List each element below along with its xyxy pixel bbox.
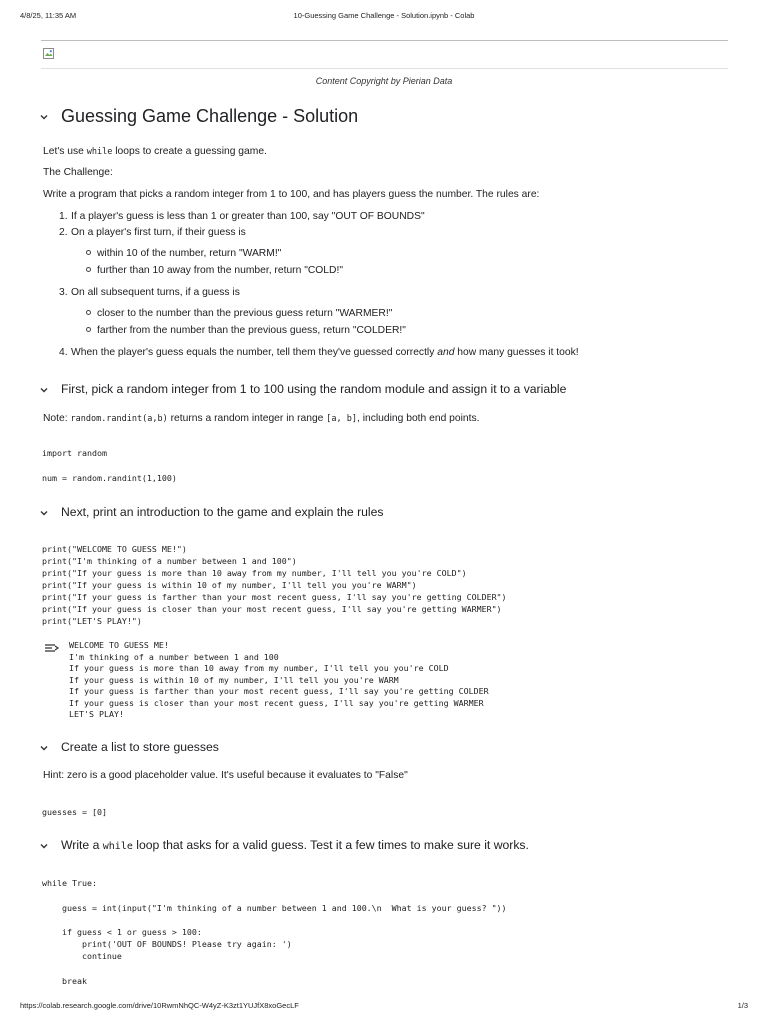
code-line[interactable]: import random bbox=[42, 448, 107, 458]
intro-text bbox=[43, 146, 267, 157]
page-title: Guessing Game Challenge - Solution bbox=[61, 106, 359, 126]
sub-rule-item bbox=[86, 248, 281, 259]
code-line: print("If your guess is more than 10 away from my number, I'll tell you you're COLD") bbox=[42, 568, 467, 578]
rule-number: 2. bbox=[59, 227, 68, 238]
chevron-down-icon[interactable] bbox=[39, 508, 49, 518]
rule-number: 4. bbox=[59, 347, 68, 358]
section-heading-intro: Next, print an introduction to the game and explain the rules bbox=[61, 505, 384, 519]
chevron-down-icon[interactable] bbox=[39, 112, 49, 122]
rule-text: When the player's guess equals the number, tell them they've guessed correctly bbox=[71, 347, 438, 358]
code-cell-print[interactable] bbox=[42, 543, 507, 627]
rule-text-end: how many guesses it took! bbox=[454, 347, 579, 358]
rule-text: On all subsequent turns, if a guess is bbox=[71, 287, 240, 298]
chevron-down-icon[interactable] bbox=[39, 385, 49, 395]
section-heading-random: First, pick a random integer from 1 to 100 using the random module and assign it to a variable bbox=[61, 382, 567, 396]
note-post: , including both end points. bbox=[356, 413, 480, 424]
print-page-number: 1/3 bbox=[737, 1001, 748, 1010]
code-line[interactable]: continue bbox=[42, 951, 122, 961]
broken-image-icon bbox=[43, 48, 54, 59]
rule-number: 3. bbox=[59, 287, 68, 298]
output-toggle-icon[interactable] bbox=[44, 642, 60, 654]
top-divider bbox=[41, 40, 728, 41]
copyright-notice: Content Copyright by Pierian Data bbox=[315, 76, 453, 86]
print-url: https://colab.research.google.com/drive/10RwmNhQC-W4yZ-K3zt1YUJfX8xoGecLF bbox=[20, 1001, 299, 1010]
intro-code: while bbox=[86, 147, 113, 157]
output-line: I'm thinking of a number between 1 and 100 bbox=[69, 651, 279, 662]
code-line: print("If your guess is closer than your most recent guess, I'll say you're getting WARMER") bbox=[42, 604, 502, 614]
output-cell bbox=[69, 640, 489, 721]
print-datetime: 4/8/25, 11:35 AM bbox=[20, 11, 77, 20]
code-line: print("WELCOME TO GUESS ME!") bbox=[42, 544, 187, 554]
code-line[interactable]: guesses = [0] bbox=[42, 807, 107, 817]
intro-pre: Let's use bbox=[43, 146, 87, 157]
code-line[interactable]: break bbox=[42, 976, 87, 986]
sub-rule-text: within 10 of the number, return "WARM!" bbox=[97, 248, 282, 259]
rule-number: 1. bbox=[59, 211, 68, 222]
rule-text: If a player's guess is less than 1 or greater than 100, say "OUT OF BOUNDS" bbox=[71, 211, 425, 222]
chevron-down-icon[interactable] bbox=[39, 743, 49, 753]
code-line[interactable]: while True: bbox=[42, 878, 97, 888]
hint-text: Hint: zero is a good placeholder value. It's useful because it evaluates to "False" bbox=[43, 770, 408, 781]
rule-text: On a player's first turn, if their guess is bbox=[71, 227, 246, 238]
heading-code: while bbox=[102, 841, 133, 852]
note-code-range: [a, b] bbox=[326, 414, 357, 424]
output-line: If your guess is within 10 of my number, I'll tell you you're WARM bbox=[69, 674, 399, 685]
output-line: WELCOME TO GUESS ME! bbox=[69, 640, 169, 650]
sub-rule-text: further than 10 away from the number, return "COLD!" bbox=[97, 265, 343, 276]
sub-rule-item bbox=[86, 325, 406, 336]
rule-item bbox=[59, 227, 246, 238]
code-line[interactable]: print('OUT OF BOUNDS! Please try again: ') bbox=[42, 939, 292, 949]
rule-item bbox=[59, 287, 240, 298]
sub-rule-text: closer to the number than the previous guess return "WARMER!" bbox=[97, 308, 393, 319]
section-heading-while bbox=[61, 838, 529, 852]
program-description: Write a program that picks a random integer from 1 to 100, and has players guess the number. The rules are: bbox=[43, 189, 540, 200]
code-line[interactable]: guess = int(input("I'm thinking of a number between 1 and 100.\n What is your guess? ")) bbox=[42, 903, 507, 913]
bullet-circle-icon bbox=[86, 267, 91, 272]
sub-rule-item bbox=[86, 308, 392, 319]
note-pre: Note: bbox=[43, 413, 71, 424]
heading-pre: Write a bbox=[61, 838, 103, 852]
rule-item bbox=[59, 211, 425, 222]
code-line: print("I'm thinking of a number between 1 and 100") bbox=[42, 556, 297, 566]
sub-rule-text: farther from the number than the previous guess, return "COLDER!" bbox=[97, 325, 406, 336]
code-line[interactable]: num = random.randint(1,100) bbox=[42, 473, 177, 483]
output-line: If your guess is farther than your most recent guess, I'll say you're getting COLDER bbox=[69, 686, 489, 696]
code-line: print("LET'S PLAY!") bbox=[42, 616, 142, 626]
rule-item bbox=[59, 347, 579, 358]
note-mid: returns a random integer in range bbox=[167, 413, 327, 424]
sub-rule-item bbox=[86, 265, 343, 276]
bullet-circle-icon bbox=[86, 310, 91, 315]
challenge-label: The Challenge: bbox=[43, 167, 113, 178]
code-line: print("If your guess is within 10 of my number, I'll tell you you're WARM") bbox=[42, 580, 417, 590]
print-doc-title: 10-Guessing Game Challenge - Solution.ipynb - Colab bbox=[293, 11, 475, 20]
section-heading-list: Create a list to store guesses bbox=[61, 740, 219, 754]
bullet-circle-icon bbox=[86, 327, 91, 332]
note-code-randint: random.randint(a,b) bbox=[70, 414, 168, 424]
print-footer bbox=[0, 1001, 768, 1015]
code-line: print("If your guess is farther than your most recent guess, I'll say you're getting COLDER") bbox=[42, 592, 507, 602]
image-divider bbox=[41, 68, 728, 69]
output-line: LET'S PLAY! bbox=[69, 709, 124, 719]
bullet-circle-icon bbox=[86, 250, 91, 255]
heading-post: loop that asks for a valid guess. Test it a few times to make sure it works. bbox=[132, 838, 529, 852]
note-text bbox=[43, 413, 480, 424]
rule-emphasis: and bbox=[437, 347, 455, 358]
chevron-down-icon[interactable] bbox=[39, 841, 49, 851]
code-line[interactable]: if guess < 1 or guess > 100: bbox=[42, 927, 202, 937]
output-line: If your guess is closer than your most recent guess, I'll say you're getting WARMER bbox=[69, 697, 484, 708]
intro-post: loops to create a guessing game. bbox=[112, 146, 267, 157]
output-line: If your guess is more than 10 away from my number, I'll tell you you're COLD bbox=[69, 663, 449, 673]
print-header bbox=[0, 11, 768, 25]
